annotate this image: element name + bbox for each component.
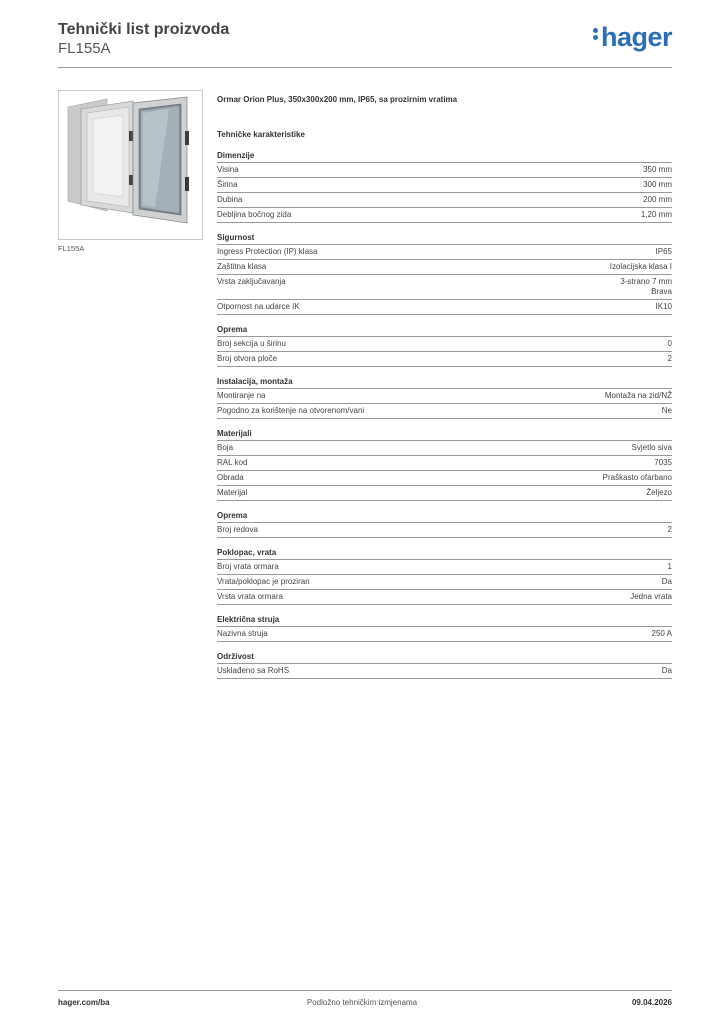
spec-label: Montiranje na xyxy=(217,391,266,400)
spec-value-group xyxy=(643,165,672,175)
spec-row xyxy=(217,260,672,275)
spec-value: Ne xyxy=(661,406,672,415)
spec-value: 7035 xyxy=(654,458,672,467)
spec-label: Vrata/poklopac je proziran xyxy=(217,577,310,586)
spec-row xyxy=(217,337,672,352)
spec-section xyxy=(217,377,672,419)
spec-value: 2 xyxy=(667,354,672,363)
spec-label: Dubina xyxy=(217,195,243,204)
spec-section xyxy=(217,325,672,367)
product-code: FL155A xyxy=(58,40,111,57)
logo-text: hager xyxy=(600,22,672,52)
logo-dots-icon xyxy=(593,26,599,42)
spec-value-group xyxy=(603,473,672,483)
spec-value-group xyxy=(641,210,672,220)
spec-value: 1 xyxy=(667,562,672,571)
section-title: Električna struja xyxy=(217,615,672,627)
spec-section xyxy=(217,429,672,501)
spec-value: 250 A xyxy=(651,629,672,638)
spec-section xyxy=(217,652,672,679)
spec-row xyxy=(217,456,672,471)
spec-value-group xyxy=(630,592,672,602)
spec-section xyxy=(217,511,672,538)
spec-value: Montaža na zid/NŽ xyxy=(604,391,672,400)
spec-value-group xyxy=(668,562,672,572)
spec-label: Vrsta zaključavanja xyxy=(217,277,286,286)
spec-row xyxy=(217,245,672,260)
spec-sections xyxy=(217,151,672,679)
spec-value-group xyxy=(662,666,672,676)
spec-label: Nazivna struja xyxy=(217,629,268,638)
spec-row xyxy=(217,404,672,419)
spec-label: Broj vrata ormara xyxy=(217,562,279,571)
spec-label: Debljina bočnog zida xyxy=(217,210,292,219)
spec-label: Usklađeno sa RoHS xyxy=(217,666,290,675)
page-title: Tehnički list proizvoda xyxy=(58,21,230,38)
spec-label: RAL kod xyxy=(217,458,248,467)
spec-row xyxy=(217,208,672,223)
spec-value-group xyxy=(662,577,672,587)
spec-value: Da xyxy=(661,666,672,675)
spec-row xyxy=(217,523,672,538)
spec-row xyxy=(217,275,672,300)
spec-value: 3-strano 7 mm xyxy=(620,277,672,286)
spec-value-group xyxy=(662,406,672,416)
spec-label: Broj redova xyxy=(217,525,258,534)
spec-row xyxy=(217,178,672,193)
image-caption: FL155A xyxy=(58,244,85,253)
spec-value-group xyxy=(652,629,672,639)
spec-row xyxy=(217,627,672,642)
spec-value: IP65 xyxy=(655,247,672,256)
spec-row xyxy=(217,664,672,679)
spec-value: 2 xyxy=(667,525,672,534)
spec-label: Boja xyxy=(217,443,234,452)
spec-section xyxy=(217,233,672,315)
spec-value: Da xyxy=(661,577,672,586)
spec-value: 300 mm xyxy=(643,180,672,189)
spec-label: Pogodno za korištenje na otvorenom/vani xyxy=(217,406,365,415)
spec-label: Zaštitna klasa xyxy=(217,262,267,271)
spec-label: Materijal xyxy=(217,488,248,497)
section-title: Poklopac, vrata xyxy=(217,548,672,560)
spec-row xyxy=(217,471,672,486)
spec-label: Vrsta vrata ormara xyxy=(217,592,283,601)
tech-characteristics-title: Tehničke karakteristike xyxy=(217,130,305,139)
spec-value: Željezo xyxy=(646,488,672,497)
spec-row xyxy=(217,193,672,208)
spec-value-group xyxy=(656,247,672,257)
spec-value-group xyxy=(610,262,672,272)
spec-section xyxy=(217,151,672,223)
spec-value-group xyxy=(646,488,672,498)
enclosure-cabinet-icon xyxy=(59,91,202,239)
hager-logo xyxy=(593,24,672,51)
spec-value: Jedna vrata xyxy=(630,592,672,601)
spec-label: Broj otvora ploče xyxy=(217,354,278,363)
spec-value: 200 mm xyxy=(643,195,672,204)
spec-value-group xyxy=(654,458,672,468)
header-divider xyxy=(58,67,672,68)
spec-section xyxy=(217,615,672,642)
section-title: Oprema xyxy=(217,325,672,337)
spec-value-group xyxy=(668,525,672,535)
footer-website[interactable]: hager.com/ba xyxy=(58,998,110,1007)
spec-label: Obrada xyxy=(217,473,244,482)
spec-row xyxy=(217,163,672,178)
spec-value: 0 xyxy=(667,339,672,348)
spec-row xyxy=(217,352,672,367)
spec-value-group xyxy=(643,195,672,205)
spec-value: 1,20 mm xyxy=(640,210,672,219)
spec-row xyxy=(217,486,672,501)
spec-value-secondary: Brava xyxy=(651,287,672,296)
spec-section xyxy=(217,548,672,605)
spec-content xyxy=(217,95,672,679)
footer-date: 09.04.2026 xyxy=(631,998,672,1007)
product-description: Ormar Orion Plus, 350x300x200 mm, IP65, sa prozirnim vratima xyxy=(217,95,458,104)
spec-value-group xyxy=(632,443,672,453)
section-title: Oprema xyxy=(217,511,672,523)
spec-value-group xyxy=(668,354,672,364)
footer-divider xyxy=(58,990,672,991)
spec-value: Praškasto ofarbano xyxy=(602,473,672,482)
spec-label: Visina xyxy=(217,165,239,174)
spec-value: Izolacijska klasa I xyxy=(609,262,672,271)
section-title: Materijali xyxy=(217,429,672,441)
product-image xyxy=(58,90,203,240)
spec-row xyxy=(217,590,672,605)
spec-row xyxy=(217,389,672,404)
spec-value-group xyxy=(668,339,672,349)
spec-row xyxy=(217,560,672,575)
spec-value-group xyxy=(620,277,672,297)
section-title: Instalacija, montaža xyxy=(217,377,672,389)
spec-row xyxy=(217,441,672,456)
section-title: Dimenzije xyxy=(217,151,672,163)
spec-value-group xyxy=(605,391,672,401)
spec-value: IK10 xyxy=(655,302,672,311)
section-title: Održivost xyxy=(217,652,672,664)
spec-label: Ingress Protection (IP) klasa xyxy=(217,247,318,256)
spec-value-group xyxy=(656,302,672,312)
spec-row xyxy=(217,300,672,315)
spec-value: Svjetlo siva xyxy=(631,443,672,452)
spec-row xyxy=(217,575,672,590)
spec-label: Širina xyxy=(217,180,238,189)
section-title: Sigurnost xyxy=(217,233,672,245)
footer-notice: Podložno tehničkim izmjenama xyxy=(306,998,418,1007)
spec-label: Broj sekcija u širinu xyxy=(217,339,286,348)
spec-value-group xyxy=(643,180,672,190)
spec-label: Otpornost na udarce IK xyxy=(217,302,300,311)
spec-value: 350 mm xyxy=(643,165,672,174)
